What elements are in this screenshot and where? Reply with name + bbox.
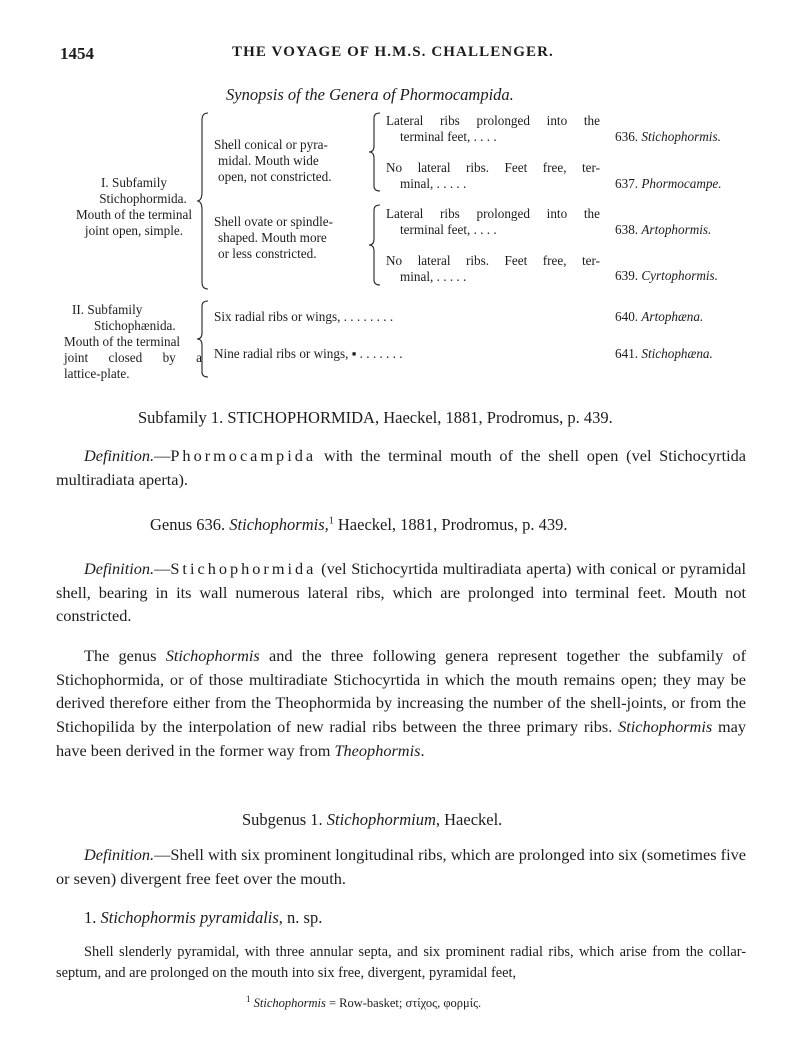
option-lateral-ribs-1: Lateral ribs prolonged into the terminal feet, . . . . (386, 113, 600, 144)
option-no-lateral-ribs-1: No lateral ribs. Feet free, ter- minal, . . . . . (386, 160, 600, 191)
group-ovate-shell: Shell ovate or spindle- shaped. Mouth more or less constricted. (214, 214, 334, 261)
footnote: $^1$ Stichophormis = Row-basket; στίχος, φορμίς. (246, 994, 482, 1011)
genus-entry: 641. Stichophæna. (615, 346, 713, 361)
subfamily-2-label: II. Subfamily Stichophænida. Mouth of the terminal joint closed by a lattice-plate. (64, 302, 202, 381)
group-conical-shell: Shell conical or pyra- midal. Mouth wide open, not constricted. (214, 137, 332, 184)
page-number: 1454 (60, 44, 94, 63)
genus-entry: 640. Artophæna. (615, 309, 704, 324)
subfamily-1-label: I. Subfamily Stichophormida. Mouth of the terminal joint open, simple. (75, 175, 193, 238)
subgenus-heading: Subgenus 1. Stichophormium, Haeckel. (242, 810, 503, 829)
brace-group-1 (368, 112, 382, 192)
genus-entry: 638. Artophormis. (615, 222, 712, 237)
option-lateral-ribs-2: Lateral ribs prolonged into the terminal feet, . . . . (386, 206, 600, 237)
species-description: Shell slenderly pyramidal, with three annular septa, and six prominent radial ribs, which arise from the collar-septum, and are prolonged on the mouth into six free, divergent, pyramidal feet, (56, 944, 746, 981)
option-six-radial-ribs: Six radial ribs or wings, . . . . . . . . (214, 309, 394, 324)
subfamily-heading: Subfamily 1. STICHOPHORMIDA, Haeckel, 1881, Prodromus, p. 439. (138, 408, 613, 427)
option-no-lateral-ribs-2: No lateral ribs. Feet free, ter- minal, . . . . . (386, 253, 600, 284)
species-heading: 1. Stichophormis pyramidalis, n. sp. (84, 908, 323, 927)
definition-subgenus: Definition.—Shell with six prominent longitudinal ribs, which are prolonged into six (sometimes five or seven) divergent free feet over the mouth. (56, 845, 746, 888)
synopsis-title: Synopsis of the Genera of Phormocampida. (226, 85, 514, 104)
brace-subfamily-2 (196, 300, 210, 378)
genus-entry: 639. Cyrtophormis. (615, 268, 718, 283)
brace-group-2 (368, 204, 382, 286)
running-title: THE VOYAGE OF H.M.S. CHALLENGER. (232, 44, 554, 60)
genus-entry: 636. Stichophormis. (615, 129, 721, 144)
genus-heading: Genus 636. Stichophormis,$^1$ Haeckel, 1881, Prodromus, p. 439. (150, 515, 568, 534)
body-paragraph: The genus Stichophormis and the three following genera represent together the subfamily of Stichophormida, or of those multiradiate Stichocyrtida in which the mouth remains open; they may be derived therefore either from the Theophormida by increasing the number of the shell-joints, or from the Stichopilida by the interpolation of new radial ribs between the three primary ribs. Stichophormis may have been derived in the former way from Theophormis. (56, 646, 747, 760)
definition-genus: Definition.—Stichophormida (vel Stichocyrtida multiradiata aperta) with conical or pyramidal shell, bearing in its wall numerous lateral ribs, which are prolonged into terminal feet. Mouth not constricted. (56, 559, 746, 626)
genus-entry: 637. Phormocampe. (615, 176, 722, 191)
option-nine-radial-ribs: Nine radial ribs or wings, ▪ . . . . . . . (214, 346, 403, 361)
brace-subfamily-1 (196, 112, 210, 290)
definition-subfamily: Definition.—Phormocampida with the terminal mouth of the shell open (vel Stichocyrtida multiradiata aperta). (56, 446, 746, 489)
